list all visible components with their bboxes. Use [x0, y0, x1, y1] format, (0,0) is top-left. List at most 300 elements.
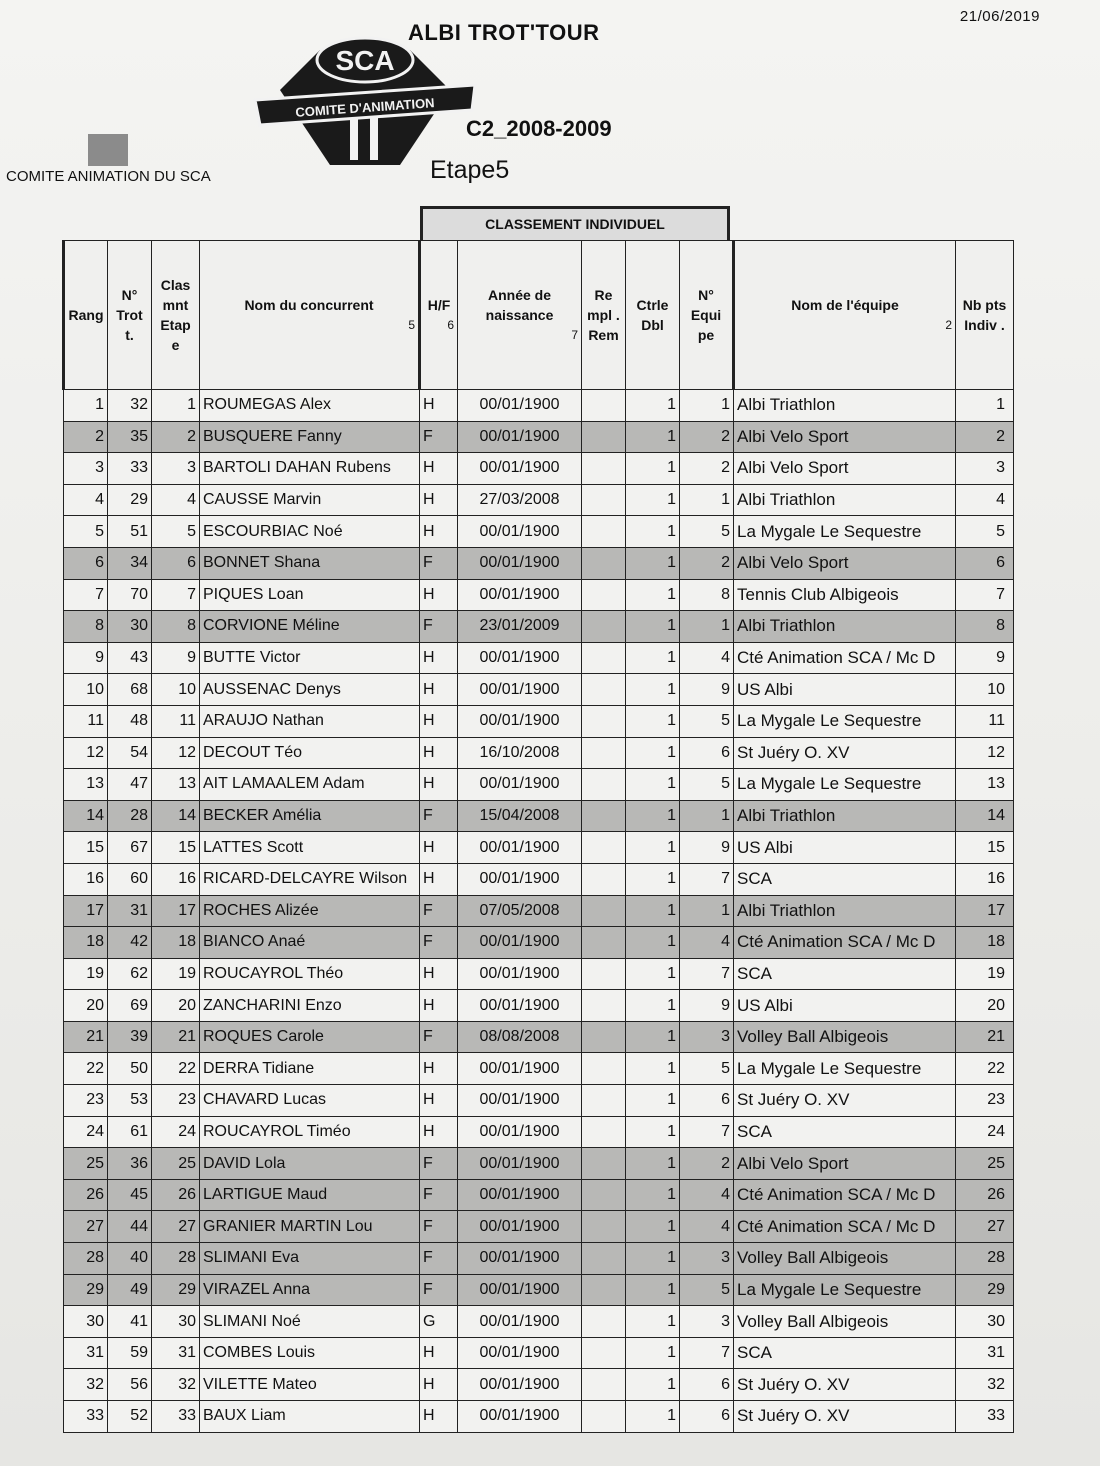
cell-sex: F: [420, 1021, 458, 1053]
cell-ctrl: 1: [626, 642, 680, 674]
cell-name: PIQUES Loan: [200, 579, 420, 611]
col-team-idx: 2: [945, 318, 952, 332]
cell-team: Albi Velo Sport: [734, 421, 956, 453]
cell-team: St Juéry O. XV: [734, 1369, 956, 1401]
cell-trot: 32: [108, 390, 152, 422]
cell-ctrl: 1: [626, 958, 680, 990]
table-row: [64, 705, 1014, 737]
cell-team-no: 2: [680, 421, 734, 453]
table-row: [64, 737, 1014, 769]
cell-ctrl: 1: [626, 769, 680, 801]
cell-sex: F: [420, 421, 458, 453]
cell-team: Cté Animation SCA / Mc D: [734, 642, 956, 674]
cell-rank: 11: [64, 705, 108, 737]
table-row: [64, 484, 1014, 516]
cell-pts: 27: [956, 1211, 1014, 1243]
cell-sex: F: [420, 800, 458, 832]
print-date: 21/06/2019: [959, 8, 1040, 25]
cell-replace: [582, 769, 626, 801]
col-birth-label: Année de naissance: [485, 287, 554, 323]
cell-replace: [582, 516, 626, 548]
cell-rank: 31: [64, 1337, 108, 1369]
cell-team-no: 2: [680, 1148, 734, 1180]
cell-team-no: 1: [680, 895, 734, 927]
cell-team: Albi Triathlon: [734, 390, 956, 422]
cell-team: Volley Ball Albigeois: [734, 1021, 956, 1053]
table-row: [64, 642, 1014, 674]
cell-trot: 36: [108, 1148, 152, 1180]
cell-rank: 25: [64, 1148, 108, 1180]
col-name: [200, 241, 420, 390]
cell-name: BAUX Liam: [200, 1401, 420, 1433]
cell-replace: [582, 1337, 626, 1369]
sca-logo: [250, 30, 480, 170]
cell-name: VIRAZEL Anna: [200, 1274, 420, 1306]
cell-team-no: 6: [680, 737, 734, 769]
cell-stage-rank: 10: [152, 674, 200, 706]
cell-team-no: 9: [680, 990, 734, 1022]
cell-team-no: 3: [680, 1021, 734, 1053]
cell-team-no: 7: [680, 863, 734, 895]
cell-team: Cté Animation SCA / Mc D: [734, 927, 956, 959]
table-row: [64, 1401, 1014, 1433]
table-row: [64, 1243, 1014, 1275]
cell-replace: [582, 705, 626, 737]
cell-rank: 13: [64, 769, 108, 801]
cell-pts: 21: [956, 1021, 1014, 1053]
cell-team-no: 4: [680, 1211, 734, 1243]
cell-pts: 32: [956, 1369, 1014, 1401]
cell-team: SCA: [734, 1337, 956, 1369]
cell-stage-rank: 20: [152, 990, 200, 1022]
cell-team: La Mygale Le Sequestre: [734, 1053, 956, 1085]
cell-pts: 23: [956, 1085, 1014, 1117]
table-row: [64, 1085, 1014, 1117]
cell-name: ARAUJO Nathan: [200, 705, 420, 737]
col-name-idx: 5: [408, 318, 415, 332]
cell-team-no: 9: [680, 674, 734, 706]
cell-replace: [582, 832, 626, 864]
cell-birth: 00/01/1900: [458, 547, 582, 579]
cell-replace: [582, 1211, 626, 1243]
cell-pts: 1: [956, 390, 1014, 422]
cell-name: ROUMEGAS Alex: [200, 390, 420, 422]
cell-trot: 35: [108, 421, 152, 453]
table-row: [64, 1021, 1014, 1053]
cell-rank: 1: [64, 390, 108, 422]
col-pts: Nb pts Indiv .: [956, 241, 1014, 390]
cell-trot: 61: [108, 1116, 152, 1148]
cell-rank: 8: [64, 611, 108, 643]
cell-trot: 59: [108, 1337, 152, 1369]
table-row: [64, 1148, 1014, 1180]
table-row: [64, 927, 1014, 959]
cell-stage-rank: 7: [152, 579, 200, 611]
cell-ctrl: 1: [626, 737, 680, 769]
cell-rank: 33: [64, 1401, 108, 1433]
cell-stage-rank: 11: [152, 705, 200, 737]
cell-pts: 3: [956, 453, 1014, 485]
cell-name: ROCHES Alizée: [200, 895, 420, 927]
table-row: [64, 863, 1014, 895]
cell-birth: 00/01/1900: [458, 1243, 582, 1275]
cell-birth: 00/01/1900: [458, 832, 582, 864]
cell-sex: H: [420, 705, 458, 737]
cell-trot: 56: [108, 1369, 152, 1401]
cell-name: BONNET Shana: [200, 547, 420, 579]
cell-name: LATTES Scott: [200, 832, 420, 864]
cell-name: BUTTE Victor: [200, 642, 420, 674]
cell-stage-rank: 28: [152, 1243, 200, 1275]
cell-trot: 29: [108, 484, 152, 516]
cell-sex: H: [420, 484, 458, 516]
col-name-label: Nom du concurrent: [244, 297, 374, 313]
table-row: [64, 674, 1014, 706]
cell-ctrl: 1: [626, 927, 680, 959]
cell-name: ESCOURBIAC Noé: [200, 516, 420, 548]
cell-replace: [582, 927, 626, 959]
cell-stage-rank: 15: [152, 832, 200, 864]
cell-pts: 25: [956, 1148, 1014, 1180]
cell-stage-rank: 5: [152, 516, 200, 548]
cell-stage-rank: 14: [152, 800, 200, 832]
cell-name: GRANIER MARTIN Lou: [200, 1211, 420, 1243]
cell-pts: 8: [956, 611, 1014, 643]
cell-sex: H: [420, 579, 458, 611]
cell-team: St Juéry O. XV: [734, 1401, 956, 1433]
cell-sex: H: [420, 516, 458, 548]
cell-team-no: 5: [680, 1053, 734, 1085]
table-row: [64, 1053, 1014, 1085]
cell-sex: H: [420, 990, 458, 1022]
cell-name: AIT LAMAALEM Adam: [200, 769, 420, 801]
cell-replace: [582, 1274, 626, 1306]
cell-birth: 00/01/1900: [458, 453, 582, 485]
col-rank: Rang: [64, 241, 108, 390]
cell-stage-rank: 13: [152, 769, 200, 801]
cell-replace: [582, 800, 626, 832]
organizer-name: COMITE ANIMATION DU SCA: [6, 168, 211, 185]
cell-pts: 14: [956, 800, 1014, 832]
cell-team-no: 2: [680, 453, 734, 485]
cell-ctrl: 1: [626, 705, 680, 737]
cell-trot: 40: [108, 1243, 152, 1275]
cell-sex: H: [420, 1401, 458, 1433]
cell-name: CAUSSE Marvin: [200, 484, 420, 516]
col-birth-idx: 7: [571, 328, 578, 342]
cell-pts: 9: [956, 642, 1014, 674]
cell-team: SCA: [734, 958, 956, 990]
cell-replace: [582, 547, 626, 579]
cell-trot: 34: [108, 547, 152, 579]
cell-birth: 00/01/1900: [458, 990, 582, 1022]
cell-pts: 33: [956, 1401, 1014, 1433]
cell-name: BECKER Amélia: [200, 800, 420, 832]
table-row: [64, 453, 1014, 485]
ranking-header: CLASSEMENT INDIVIDUEL: [420, 206, 730, 245]
col-sex-idx: 6: [447, 318, 454, 332]
cell-ctrl: 1: [626, 895, 680, 927]
cell-rank: 18: [64, 927, 108, 959]
cell-replace: [582, 674, 626, 706]
cell-pts: 17: [956, 895, 1014, 927]
cell-team-no: 7: [680, 958, 734, 990]
table-row: [64, 1337, 1014, 1369]
cell-team: SCA: [734, 1116, 956, 1148]
cell-replace: [582, 1401, 626, 1433]
cell-ctrl: 1: [626, 547, 680, 579]
cell-team: Volley Ball Albigeois: [734, 1243, 956, 1275]
cell-team-no: 4: [680, 1179, 734, 1211]
cell-rank: 29: [64, 1274, 108, 1306]
cell-stage-rank: 12: [152, 737, 200, 769]
cell-stage-rank: 18: [152, 927, 200, 959]
cell-birth: 00/01/1900: [458, 1274, 582, 1306]
cell-name: LARTIGUE Maud: [200, 1179, 420, 1211]
cell-rank: 17: [64, 895, 108, 927]
cell-team-no: 1: [680, 611, 734, 643]
cell-replace: [582, 1179, 626, 1211]
cell-team-no: 4: [680, 927, 734, 959]
cell-trot: 33: [108, 453, 152, 485]
cell-ctrl: 1: [626, 990, 680, 1022]
cell-birth: 00/01/1900: [458, 1211, 582, 1243]
cell-sex: H: [420, 642, 458, 674]
cell-rank: 7: [64, 579, 108, 611]
cell-name: CHAVARD Lucas: [200, 1085, 420, 1117]
cell-pts: 31: [956, 1337, 1014, 1369]
cell-name: DECOUT Téo: [200, 737, 420, 769]
cell-stage-rank: 17: [152, 895, 200, 927]
grey-square: [88, 134, 128, 166]
cell-name: VILETTE Mateo: [200, 1369, 420, 1401]
cell-rank: 22: [64, 1053, 108, 1085]
cell-trot: 49: [108, 1274, 152, 1306]
cell-ctrl: 1: [626, 516, 680, 548]
cell-stage-rank: 24: [152, 1116, 200, 1148]
cell-team-no: 1: [680, 800, 734, 832]
cell-team: La Mygale Le Sequestre: [734, 769, 956, 801]
cell-birth: 00/01/1900: [458, 863, 582, 895]
cell-birth: 07/05/2008: [458, 895, 582, 927]
cell-team: Albi Triathlon: [734, 895, 956, 927]
cell-ctrl: 1: [626, 1116, 680, 1148]
cell-birth: 00/01/1900: [458, 1306, 582, 1338]
cell-rank: 2: [64, 421, 108, 453]
cell-sex: F: [420, 1274, 458, 1306]
cell-sex: F: [420, 1211, 458, 1243]
cell-replace: [582, 1306, 626, 1338]
col-ctrl: Ctrle Dbl: [626, 241, 680, 390]
cell-pts: 13: [956, 769, 1014, 801]
cell-pts: 5: [956, 516, 1014, 548]
cell-trot: 28: [108, 800, 152, 832]
cell-sex: H: [420, 1053, 458, 1085]
cell-ctrl: 1: [626, 579, 680, 611]
cell-stage-rank: 33: [152, 1401, 200, 1433]
cell-sex: H: [420, 1116, 458, 1148]
cell-pts: 7: [956, 579, 1014, 611]
cell-replace: [582, 421, 626, 453]
col-replace: Re mpl . Rem: [582, 241, 626, 390]
cell-team: La Mygale Le Sequestre: [734, 1274, 956, 1306]
table-row: [64, 1211, 1014, 1243]
cell-team-no: 2: [680, 547, 734, 579]
cell-name: COMBES Louis: [200, 1337, 420, 1369]
cell-rank: 32: [64, 1369, 108, 1401]
cell-ctrl: 1: [626, 1211, 680, 1243]
cell-team: SCA: [734, 863, 956, 895]
table-row: [64, 421, 1014, 453]
cell-stage-rank: 22: [152, 1053, 200, 1085]
cell-ctrl: 1: [626, 421, 680, 453]
table-row: [64, 832, 1014, 864]
cell-team: Albi Triathlon: [734, 611, 956, 643]
cell-stage-rank: 29: [152, 1274, 200, 1306]
cell-stage-rank: 2: [152, 421, 200, 453]
cell-team: Albi Velo Sport: [734, 1148, 956, 1180]
cell-rank: 21: [64, 1021, 108, 1053]
category-label: C2_2008-2009: [466, 116, 612, 141]
cell-sex: F: [420, 547, 458, 579]
cell-replace: [582, 958, 626, 990]
cell-pts: 26: [956, 1179, 1014, 1211]
cell-team-no: 9: [680, 832, 734, 864]
cell-replace: [582, 1021, 626, 1053]
cell-team: US Albi: [734, 674, 956, 706]
table-row: [64, 390, 1014, 422]
cell-trot: 31: [108, 895, 152, 927]
cell-trot: 48: [108, 705, 152, 737]
cell-rank: 3: [64, 453, 108, 485]
cell-birth: 00/01/1900: [458, 1148, 582, 1180]
cell-stage-rank: 4: [152, 484, 200, 516]
cell-trot: 54: [108, 737, 152, 769]
cell-team: Albi Triathlon: [734, 484, 956, 516]
cell-trot: 42: [108, 927, 152, 959]
col-team-label: Nom de l'équipe: [791, 297, 899, 313]
cell-replace: [582, 895, 626, 927]
cell-name: AUSSENAC Denys: [200, 674, 420, 706]
cell-stage-rank: 31: [152, 1337, 200, 1369]
cell-sex: H: [420, 453, 458, 485]
cell-replace: [582, 484, 626, 516]
cell-stage-rank: 19: [152, 958, 200, 990]
cell-trot: 45: [108, 1179, 152, 1211]
cell-pts: 22: [956, 1053, 1014, 1085]
cell-name: BUSQUERE Fanny: [200, 421, 420, 453]
cell-rank: 5: [64, 516, 108, 548]
event-title: ALBI TROT'TOUR: [408, 20, 600, 45]
cell-rank: 4: [64, 484, 108, 516]
cell-trot: 69: [108, 990, 152, 1022]
cell-trot: 53: [108, 1085, 152, 1117]
cell-pts: 4: [956, 484, 1014, 516]
cell-team-no: 6: [680, 1401, 734, 1433]
cell-pts: 18: [956, 927, 1014, 959]
cell-birth: 00/01/1900: [458, 927, 582, 959]
cell-birth: 16/10/2008: [458, 737, 582, 769]
cell-name: CORVIONE Méline: [200, 611, 420, 643]
cell-sex: F: [420, 895, 458, 927]
cell-pts: 29: [956, 1274, 1014, 1306]
cell-trot: 68: [108, 674, 152, 706]
logo-banner: COMITE D'ANIMATION: [294, 95, 435, 120]
cell-stage-rank: 23: [152, 1085, 200, 1117]
cell-trot: 67: [108, 832, 152, 864]
cell-team: US Albi: [734, 832, 956, 864]
cell-rank: 30: [64, 1306, 108, 1338]
cell-sex: H: [420, 1085, 458, 1117]
cell-stage-rank: 8: [152, 611, 200, 643]
cell-trot: 50: [108, 1053, 152, 1085]
cell-team-no: 1: [680, 390, 734, 422]
cell-team-no: 5: [680, 1274, 734, 1306]
cell-team: Cté Animation SCA / Mc D: [734, 1179, 956, 1211]
cell-rank: 16: [64, 863, 108, 895]
cell-ctrl: 1: [626, 1053, 680, 1085]
cell-pts: 12: [956, 737, 1014, 769]
cell-stage-rank: 3: [152, 453, 200, 485]
table-row: [64, 547, 1014, 579]
cell-name: ZANCHARINI Enzo: [200, 990, 420, 1022]
table-row: [64, 611, 1014, 643]
cell-trot: 52: [108, 1401, 152, 1433]
cell-replace: [582, 1085, 626, 1117]
cell-team-no: 5: [680, 769, 734, 801]
cell-stage-rank: 27: [152, 1211, 200, 1243]
cell-rank: 28: [64, 1243, 108, 1275]
cell-trot: 39: [108, 1021, 152, 1053]
cell-stage-rank: 25: [152, 1148, 200, 1180]
cell-trot: 70: [108, 579, 152, 611]
cell-sex: H: [420, 674, 458, 706]
cell-stage-rank: 16: [152, 863, 200, 895]
table-row: [64, 1179, 1014, 1211]
cell-rank: 26: [64, 1179, 108, 1211]
cell-team-no: 7: [680, 1116, 734, 1148]
cell-team: Tennis Club Albigeois: [734, 579, 956, 611]
cell-ctrl: 1: [626, 1369, 680, 1401]
cell-birth: 23/01/2009: [458, 611, 582, 643]
cell-birth: 08/08/2008: [458, 1021, 582, 1053]
cell-sex: G: [420, 1306, 458, 1338]
col-team-no: N° Equi pe: [680, 241, 734, 390]
col-birth: [458, 241, 582, 390]
cell-rank: 15: [64, 832, 108, 864]
cell-sex: H: [420, 390, 458, 422]
cell-ctrl: 1: [626, 611, 680, 643]
cell-birth: 00/01/1900: [458, 421, 582, 453]
cell-pts: 6: [956, 547, 1014, 579]
cell-team: Cté Animation SCA / Mc D: [734, 1211, 956, 1243]
table-row: [64, 1274, 1014, 1306]
cell-birth: 15/04/2008: [458, 800, 582, 832]
table-row: [64, 800, 1014, 832]
cell-replace: [582, 863, 626, 895]
cell-stage-rank: 30: [152, 1306, 200, 1338]
cell-stage-rank: 26: [152, 1179, 200, 1211]
cell-rank: 20: [64, 990, 108, 1022]
col-sex-label: H/F: [427, 297, 451, 313]
cell-pts: 19: [956, 958, 1014, 990]
cell-pts: 11: [956, 705, 1014, 737]
col-sex: [420, 241, 458, 390]
cell-sex: H: [420, 958, 458, 990]
cell-team: St Juéry O. XV: [734, 737, 956, 769]
cell-ctrl: 1: [626, 1021, 680, 1053]
cell-stage-rank: 1: [152, 390, 200, 422]
